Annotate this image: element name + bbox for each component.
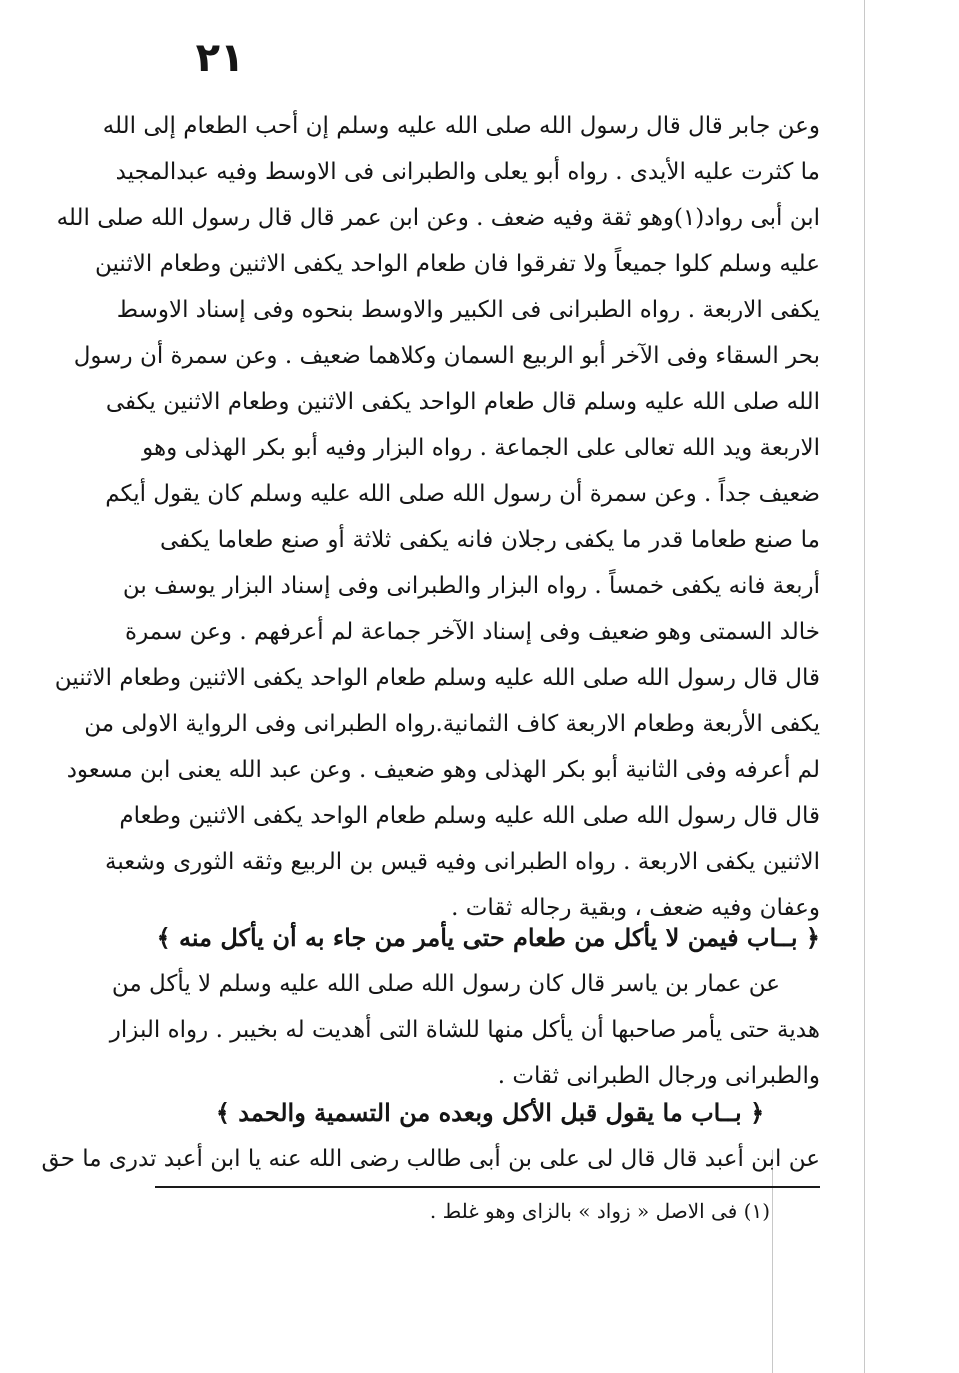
chapter-heading-2: ﴿ بــاب ما يقول قبل الأكل وبعده من التسمية والحمد ﴾: [215, 1098, 765, 1127]
page-crease-line: [864, 0, 865, 1373]
text-line: يكفى الأربعة وطعام الاربعة كاف الثمانية.رواه الطبرانى وفى الرواية الاولى من: [84, 711, 820, 737]
text-line: قال قال رسول الله صلى الله عليه وسلم طعام الواحد يكفى الاثنين وطعام: [119, 803, 820, 829]
text-line: هدية حتى يأمر صاحبها أن يأكل منها للشاة التى أهديت له بخيبر . رواه البزار: [109, 1017, 820, 1043]
page-number: ٢١: [195, 35, 245, 81]
text-line: أربعة فانه يكفى خمساً . رواه البزار والطبرانى وفى إسناد البزار يوسف بن: [122, 573, 820, 599]
text-line: ضعيف جداً . وعن سمرة أن رسول الله صلى الله عليه وسلم كان يقول أيكم: [105, 481, 820, 507]
text-line: ما كثرت عليه الأيدى . رواه أبو يعلى والطبرانى فى الاوسط وفيه عبدالمجيد: [115, 159, 820, 185]
text-line: والطبرانى ورجال الطبرانى ثقات .: [497, 1063, 820, 1089]
text-line: عليه وسلم كلوا جميعاً ولا تفرقوا فان طعام الواحد يكفى الاثنين وطعام الاثنين: [94, 251, 820, 277]
text-line: ابن أبى رواد(١)وهو ثقة وفيه ضعف . وعن ابن عمر قال قال رسول الله صلى الله: [56, 205, 820, 231]
page-crease-line-lower: [772, 1150, 773, 1373]
text-line: الاربعة ويد الله تعالى على الجماعة . رواه البزار وفيه أبو بكر الهذلى وهو: [142, 435, 820, 461]
text-line: ما صنع طعاما قدر ما يكفى رجلان فانه يكفى ثلاثة أو صنع طعاما يكفى: [160, 527, 820, 553]
chapter-heading-1: ﴿ بــاب فيمن لا يأكل من طعام حتى يأمر من جاء به أن يأكل منه ﴾: [156, 923, 820, 952]
text-line: لم أعرفه وفى الثانية أبو بكر الهذلى وهو ضعيف . وعن عبد الله يعنى ابن مسعود: [66, 757, 820, 783]
text-line: وعن جابر قال قال رسول الله صلى الله عليه وسلم إن أحب الطعام إلى الله: [102, 113, 820, 139]
text-line: خالد السمتى وهو ضعيف وفى إسناد الآخر جماعة لم أعرفهم . وعن سمرة: [125, 619, 820, 645]
text-line: يكفى الاربعة . رواه الطبرانى فى الكبير والاوسط بنحوه وفى إسناد الاوسط: [116, 297, 820, 323]
text-line: قال قال رسول الله صلى الله عليه وسلم طعام الواحد يكفى الاثنين وطعام الاثنين: [54, 665, 820, 691]
text-line: عن عمار بن ياسر قال كان رسول الله صلى الله عليه وسلم لا يأكل من: [111, 971, 780, 997]
text-line: بحر السقاء وفى الآخر أبو الربيع السمان وكلاهما ضعيف . وعن سمرة أن رسول: [73, 343, 820, 369]
footnote-divider: [155, 1186, 820, 1188]
footnote: (١) فى الاصل « زواد » بالزاى وهو غلط .: [429, 1199, 770, 1223]
text-line: عن ابن أعبد قال قال لى على بن أبى طالب رضى الله عنه يا ابن أعبد تدرى ما حق: [41, 1146, 820, 1172]
paragraph-2: [109, 961, 820, 1099]
paragraph-1: [54, 103, 820, 931]
paragraph-3: [41, 1136, 820, 1182]
text-line: الاثنين يكفى الاربعة . رواه الطبرانى وفيه قيس بن الربيع وثقه الثورى وشعبة: [105, 849, 820, 875]
text-line: وعفان وفيه ضعف ، وبقية رجاله ثقات .: [451, 895, 820, 921]
text-line: الله صلى الله عليه وسلم قال طعام الواحد يكفى الاثنين وطعام الاثنين يكفى: [105, 389, 820, 415]
